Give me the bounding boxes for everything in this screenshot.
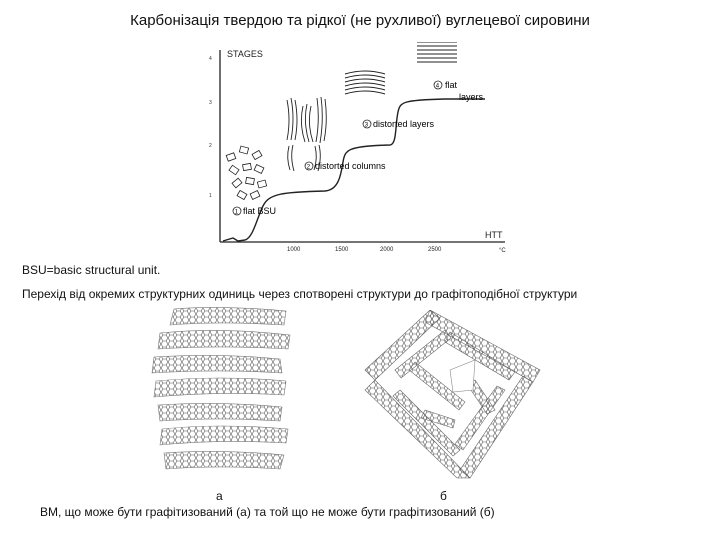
stage-3-label: distorted layers	[373, 119, 435, 129]
x-tick-label: 2000	[380, 247, 394, 253]
layer-stack	[152, 307, 290, 469]
stage-2-label: distorted columns	[315, 161, 386, 171]
x-tick-label: 1000	[287, 247, 301, 253]
stage-3-number: 3	[364, 122, 369, 129]
disordered-layers	[365, 310, 540, 478]
stage-1-label: flat BSU	[243, 206, 277, 216]
stage-2-marker	[305, 161, 386, 171]
flat-layers	[417, 42, 457, 62]
stage-2-number: 2	[306, 164, 311, 171]
y-tick-label: 4	[209, 56, 212, 62]
stage-1-number: 1	[234, 209, 239, 216]
bsu-cluster	[226, 146, 266, 200]
stage-3-marker	[363, 119, 435, 129]
x-axis-label: HTT	[485, 230, 503, 240]
non-graphitizable-structure-image	[355, 310, 545, 480]
y-tick-label: 1	[209, 193, 212, 199]
distorted-columns	[287, 97, 326, 171]
y-tick-label: 2	[209, 143, 212, 149]
stage-4-label-line2: layers	[459, 92, 484, 102]
distorted-layers	[345, 71, 385, 94]
bsu-note: BSU=basic structural unit.	[22, 263, 161, 277]
y-axis-label: STAGES	[227, 49, 263, 59]
transition-caption: Перехід від окремих структурних одиниць через спотворені структури до графітоподібної структури	[22, 287, 578, 301]
figures-caption: ВМ, що може бути графітизований (а) та той що не може бути графітизований (б)	[40, 505, 495, 519]
figure-label-a: а	[216, 489, 223, 503]
stages-graph	[205, 42, 525, 257]
stage-4-label: flat	[445, 80, 458, 90]
figure-label-b: б	[440, 489, 447, 503]
stage-1-marker	[233, 206, 276, 216]
x-tick-label: 2500	[428, 247, 442, 253]
y-tick-label: 3	[209, 100, 212, 106]
central-void	[450, 360, 475, 392]
x-tick-label: 1500	[335, 247, 349, 253]
slide-title: Карбонізація твердою та рідкої (не рухливої) вуглецевої сировини	[130, 12, 590, 29]
x-unit: °C	[499, 248, 506, 254]
stage-4-number: 4	[435, 83, 440, 90]
graphitizable-structure-image	[140, 305, 300, 485]
